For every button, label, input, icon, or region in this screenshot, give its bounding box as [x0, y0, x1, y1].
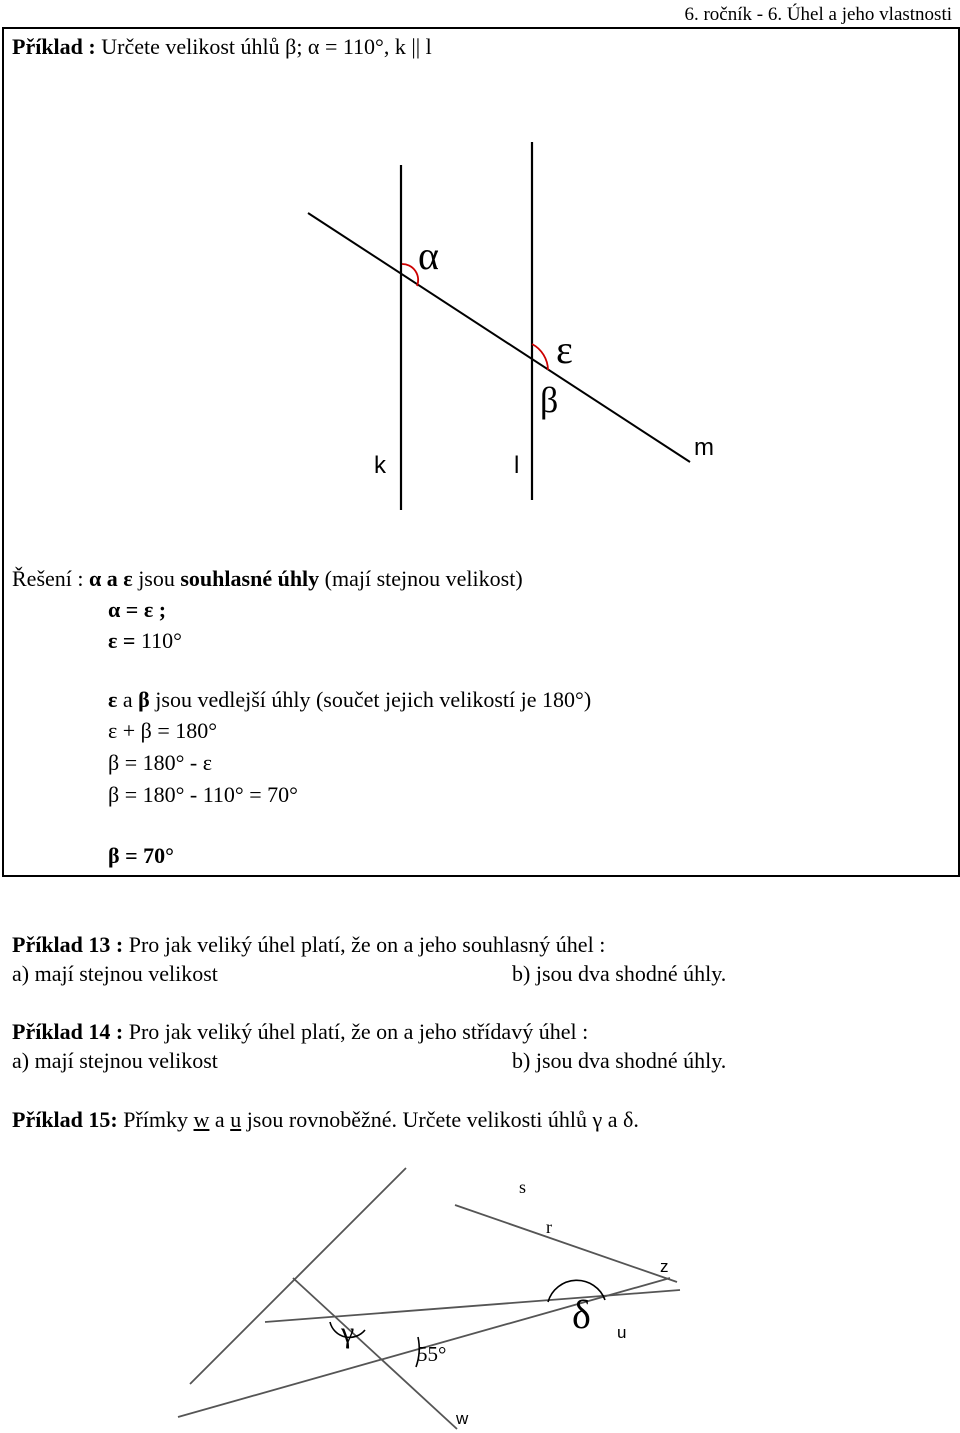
solution-line2: α = ε ;	[108, 597, 167, 622]
beta-label: β	[540, 380, 559, 420]
ex15-text1: Přímky	[123, 1107, 189, 1132]
gamma-label: γ	[341, 1316, 355, 1349]
solution-line1-bold: souhlasné úhly	[180, 566, 320, 591]
solution-line5: ε + β = 180°	[108, 718, 218, 743]
ex13-option-a: a) mají stejnou velikost	[12, 961, 218, 986]
ex15-text2: a	[214, 1107, 225, 1132]
m-label: m	[694, 434, 714, 461]
ex15-label: Příklad 15:	[12, 1107, 118, 1132]
ex15-w: w	[193, 1107, 210, 1132]
solution-line1-jsou: jsou	[138, 566, 175, 591]
solution-line4-d: jsou vedlejší úhly (součet jejich velikostí je 180°)	[155, 687, 592, 712]
solution-line3-a: ε =	[108, 628, 136, 653]
u-label: u	[617, 1323, 627, 1342]
solution-line7: β = 180° - 110° = 70°	[108, 782, 298, 807]
ex14-label: Příklad 14 :	[12, 1019, 124, 1044]
solution-result: β = 70°	[108, 843, 174, 868]
ex14-option-b: b) jsou dva shodné úhly.	[512, 1048, 727, 1073]
line-r	[455, 1205, 677, 1282]
solution-line6: β = 180° - ε	[108, 750, 212, 775]
solution-line1-symbols: α a ε	[89, 566, 133, 591]
k-label: k	[374, 452, 386, 479]
solution-line1-rest: (mají stejnou velikost)	[324, 566, 523, 591]
ex15-u: u	[230, 1107, 242, 1132]
z-label: z	[660, 1257, 669, 1276]
solution-line3-b: 110°	[140, 628, 182, 653]
ex14-option-a: a) mají stejnou velikost	[12, 1048, 218, 1073]
page-header: 6. ročník - 6. Úhel a jeho vlastnosti	[684, 4, 952, 25]
r-label: r	[546, 1217, 552, 1237]
ex14-text: Pro jak veliký úhel platí, že on a jeho střídavý úhel :	[128, 1019, 589, 1044]
s-label: s	[519, 1177, 527, 1197]
ex13-label: Příklad 13 :	[12, 932, 124, 957]
delta-label: δ	[572, 1292, 591, 1337]
ex13-text: Pro jak veliký úhel platí, že on a jeho souhlasný úhel :	[128, 932, 606, 957]
epsilon-label: ε	[556, 327, 573, 372]
solution-line4-c: β	[138, 687, 150, 712]
example-text: Určete velikost úhlů β; α = 110°, k || l	[101, 34, 432, 59]
alpha-label: α	[418, 233, 439, 278]
angle-55-label: 55°	[417, 1342, 447, 1366]
solution-line4-a: ε	[108, 687, 118, 712]
ex15-text3: jsou rovnoběžné. Určete velikosti úhlů γ a δ.	[246, 1107, 639, 1132]
ex13-option-b: b) jsou dva shodné úhly.	[512, 961, 727, 986]
solution-label: Řešení :	[12, 566, 84, 591]
l-label: l	[514, 452, 520, 479]
w-label: w	[456, 1409, 469, 1428]
solution-line4-b: a	[122, 687, 133, 712]
line-u	[265, 1290, 680, 1322]
example-label: Příklad :	[12, 34, 96, 59]
